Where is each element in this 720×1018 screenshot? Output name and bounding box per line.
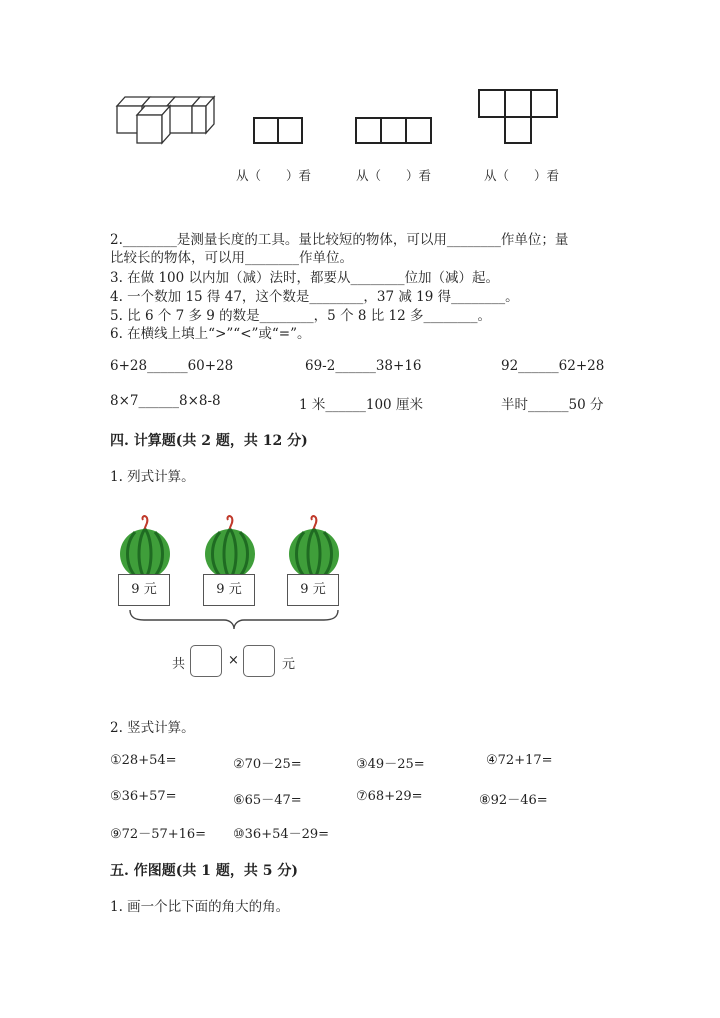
calc-item: ⑥65－47= [233, 793, 302, 808]
question-3: 3. 在做 100 以内加（减）法时，都要从________位加（减）起。 [110, 270, 500, 286]
calc-item: ⑧92－46= [479, 793, 548, 808]
section-5-title: 五. 作图题(共 1 题，共 5 分) [110, 863, 298, 879]
compare-item: 6+28______60+28 [110, 358, 234, 374]
compare-item: 半时______50 分 [501, 397, 604, 413]
view-label-3: 从（ ）看 [484, 168, 560, 183]
section-4-question-1: 1. 列式计算。 [110, 469, 195, 485]
question-6: 6. 在横线上填上“>”“<”或“=”。 [110, 326, 311, 342]
section-5-question-1: 1. 画一个比下面的角大的角。 [110, 899, 290, 915]
question-2-line-2: 比较长的物体，可以用________作单位。 [110, 250, 353, 266]
times-sign: × [228, 653, 239, 668]
question-4: 4. 一个数加 15 得 47，这个数是________，37 减 19 得________。 [110, 289, 519, 305]
view-figure-3 [478, 89, 560, 145]
section-4-question-2: 2. 竖式计算。 [110, 720, 195, 736]
calc-item: ⑩36+54－29= [233, 827, 330, 842]
total-suffix: 元 [282, 657, 296, 672]
question-2-line-1: 2.________是测量长度的工具。量比较短的物体，可以用________作单位；量 [110, 232, 569, 248]
calc-item: ③49－25= [356, 757, 425, 772]
view-figure-2 [355, 117, 433, 145]
calc-item: ⑦68+29= [356, 789, 423, 804]
section-4-title: 四. 计算题(共 2 题，共 12 分) [110, 433, 308, 449]
answer-box-1[interactable] [190, 645, 222, 677]
price-tag: 9 元 [287, 574, 339, 606]
calc-item: ⑤36+57= [110, 789, 177, 804]
cube-stack-figure [110, 90, 220, 150]
compare-item: 69-2______38+16 [305, 358, 422, 374]
watermelon-icon [202, 514, 258, 578]
calc-item: ②70－25= [233, 757, 302, 772]
price-tag: 9 元 [118, 574, 170, 606]
watermelon-icon [286, 514, 342, 578]
compare-item: 92______62+28 [501, 358, 605, 374]
total-prefix: 共 [172, 657, 186, 672]
watermelon-icon [117, 514, 173, 578]
curly-brace [128, 608, 340, 630]
calc-item: ④72+17= [486, 753, 553, 768]
view-label-1: 从（ ）看 [236, 168, 312, 183]
answer-box-2[interactable] [243, 645, 275, 677]
question-5: 5. 比 6 个 7 多 9 的数是________，5 个 8 比 12 多________。 [110, 308, 491, 324]
view-label-2: 从（ ）看 [356, 168, 432, 183]
view-figure-1 [253, 117, 305, 145]
compare-item: 8×7______8×8-8 [110, 393, 221, 409]
calc-item: ①28+54= [110, 753, 177, 768]
compare-item: 1 米______100 厘米 [299, 397, 423, 413]
calc-item: ⑨72－57+16= [110, 827, 207, 842]
price-tag: 9 元 [203, 574, 255, 606]
